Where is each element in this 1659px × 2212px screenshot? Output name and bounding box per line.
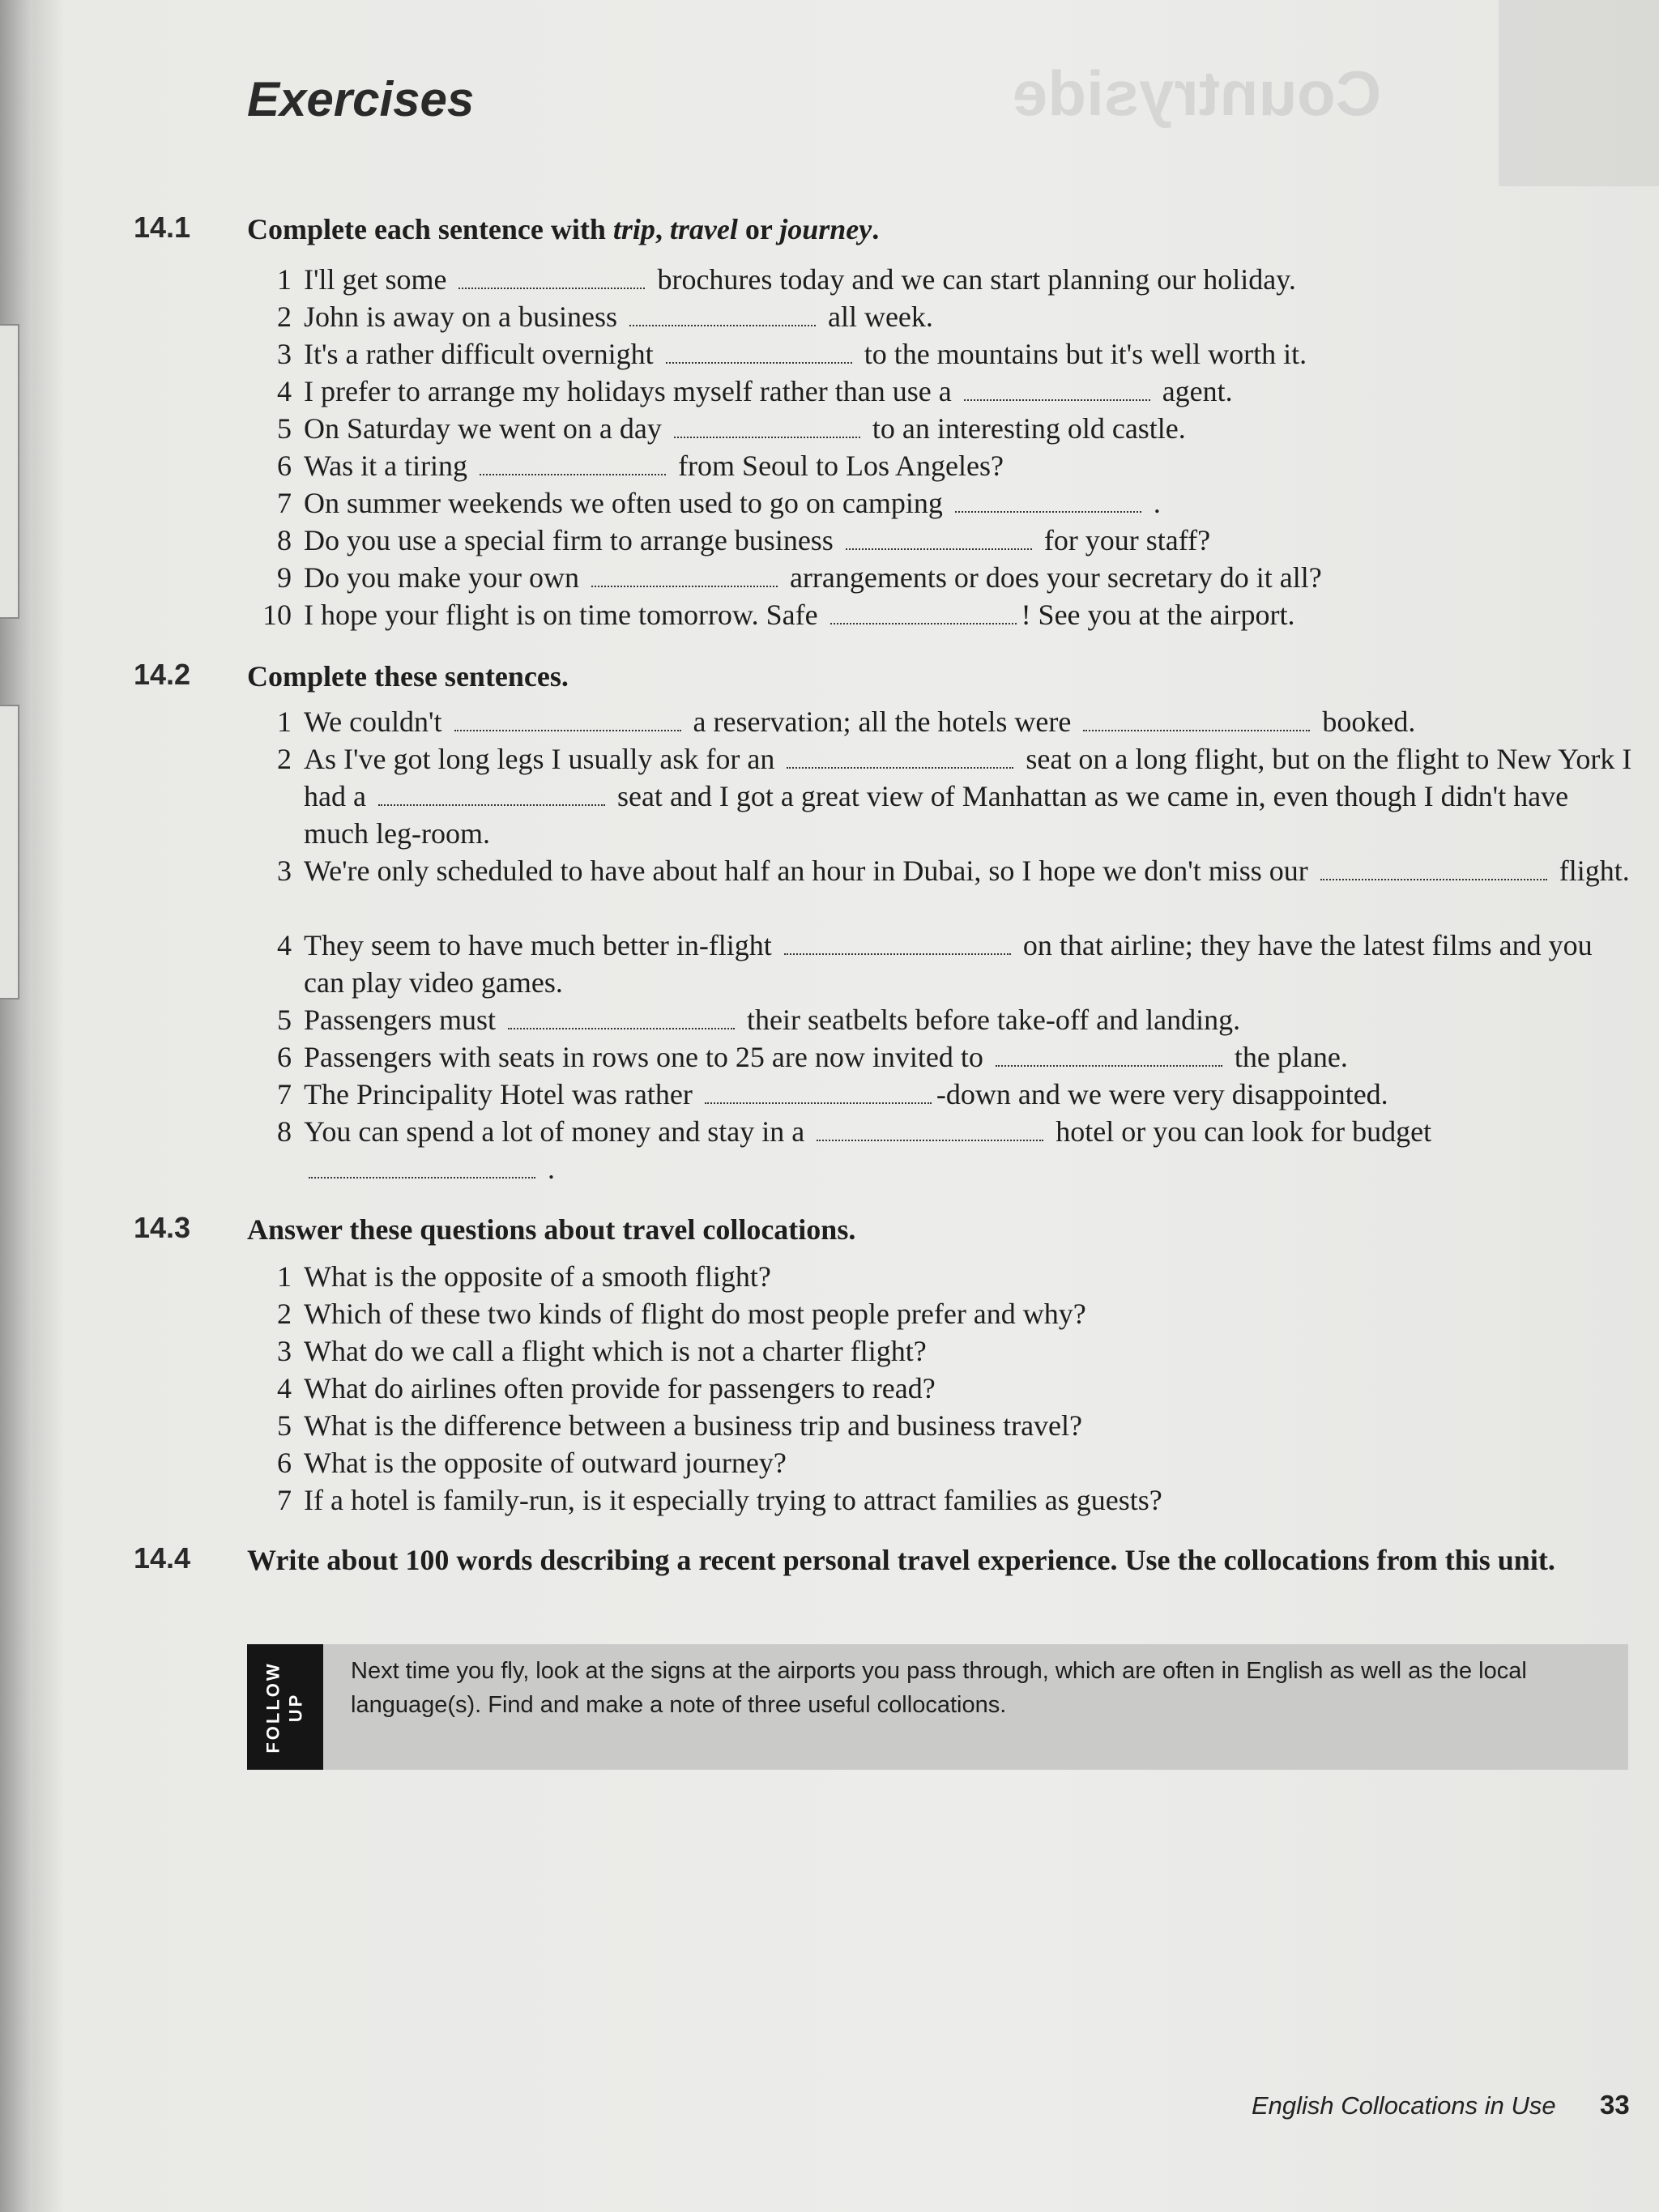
blank	[996, 1041, 1222, 1067]
left-edge-tab	[0, 705, 19, 999]
exercise-item: 1 I'll get some brochures today and we can start planning our holiday.	[277, 263, 1296, 296]
section-instruction: Write about 100 words describing a recent personal travel experience. Use the collocations from this unit.	[247, 1544, 1555, 1576]
follow-up-text: Next time you fly, look at the signs at the airports you pass through, which are often in English as well as the local language(s). Find and make a note of three useful collocations.	[351, 1658, 1527, 1718]
blank	[378, 780, 605, 806]
section-number: 14.3	[134, 1211, 191, 1244]
section-instruction: Complete these sentences.	[247, 660, 569, 693]
blank	[480, 450, 666, 475]
section-instruction: Answer these questions about travel collocations.	[247, 1213, 856, 1246]
exercise-item: 2 As I've got long legs I usually ask for an seat on a long flight, but on the flight to New York I had a seat and I got a great view of Manhattan as we came in, even though I didn't have much leg-room.	[277, 743, 1632, 850]
blank	[666, 338, 852, 364]
exercise-item: 8 You can spend a lot of money and stay in a hotel or you can look for budget .	[277, 1115, 1432, 1185]
blank	[309, 1153, 535, 1178]
blank	[705, 1078, 932, 1104]
exercise-list	[247, 703, 1632, 1187]
exercise-item: 8 Do you use a special firm to arrange business for your staff?	[277, 524, 1211, 556]
blank	[458, 263, 645, 289]
blank	[1083, 705, 1310, 731]
blank	[830, 599, 1017, 624]
exercise-item: 5 Passengers must their seatbelts before take-off and landing.	[277, 1004, 1241, 1036]
exercise-item: 7 If a hotel is family-run, is it especially trying to attract families as guests?	[277, 1484, 1162, 1516]
exercise-item: 7 The Principality Hotel was rather -down and we were very disappointed.	[277, 1078, 1388, 1110]
blank	[508, 1004, 735, 1029]
left-edge-tab	[0, 324, 19, 619]
section-number: 14.1	[134, 211, 191, 244]
exercise-item: 2 Which of these two kinds of flight do most people prefer and why?	[277, 1298, 1086, 1330]
exercise-item: 4 What do airlines often provide for passengers to read?	[277, 1372, 936, 1404]
page-title: Exercises	[247, 72, 475, 126]
blank	[591, 561, 778, 587]
bleed-through-title: Countryside	[1013, 58, 1382, 129]
page-number: 33	[1600, 2090, 1630, 2120]
bleed-through-box	[1499, 0, 1659, 186]
exercise-item: 3 We're only scheduled to have about half an hour in Dubai, so I hope we don't miss our flight.	[277, 855, 1630, 887]
exercise-item: 5 What is the difference between a business trip and business travel?	[277, 1409, 1083, 1442]
blank	[817, 1115, 1043, 1141]
blank	[1320, 855, 1547, 880]
exercise-item: 4 I prefer to arrange my holidays myself rather than use a agent.	[277, 375, 1233, 407]
exercise-item: 3 What do we call a flight which is not a charter flight?	[277, 1335, 927, 1367]
blank	[964, 375, 1150, 401]
blank	[629, 300, 816, 326]
book-title: English Collocations in Use	[1252, 2091, 1556, 2120]
exercise-item: 5 On Saturday we went on a day to an interesting old castle.	[277, 412, 1186, 445]
follow-up-label: FOLLOW UP	[247, 1644, 323, 1770]
follow-up-box	[247, 1644, 1628, 1770]
exercise-item: 10 I hope your flight is on time tomorrow. Safe ! See you at the airport.	[262, 599, 1295, 631]
section-number: 14.4	[134, 1541, 191, 1575]
section-number: 14.2	[134, 658, 191, 691]
exercise-item: 6 Passengers with seats in rows one to 25 are now invited to the plane.	[277, 1041, 1348, 1073]
blank	[787, 743, 1013, 769]
exercise-item: 2 John is away on a business all week.	[277, 300, 933, 333]
exercise-item: 7 On summer weekends we often used to go on camping .	[277, 487, 1161, 519]
blank	[454, 705, 681, 731]
section-instruction: Complete each sentence with trip, travel or journey.	[247, 213, 880, 245]
exercise-item: 1 We couldn't a reservation; all the hotels were booked.	[277, 705, 1416, 738]
exercise-item: 3 It's a rather difficult overnight to the mountains but it's well worth it.	[277, 338, 1307, 370]
exercise-list	[247, 1258, 1624, 1519]
blank	[674, 412, 860, 438]
exercise-item: 4 They seem to have much better in-flight on that airline; they have the latest films and you can play video games.	[277, 929, 1593, 999]
exercise-item: 6 Was it a tiring from Seoul to Los Angeles?	[277, 450, 1004, 482]
exercise-item: 9 Do you make your own arrangements or does your secretary do it all?	[277, 561, 1322, 594]
blank	[846, 524, 1032, 550]
blank	[955, 487, 1141, 513]
exercise-item: 6 What is the opposite of outward journey?	[277, 1447, 787, 1479]
exercise-item: 1 What is the opposite of a smooth flight?	[277, 1260, 771, 1293]
blank	[784, 929, 1011, 955]
